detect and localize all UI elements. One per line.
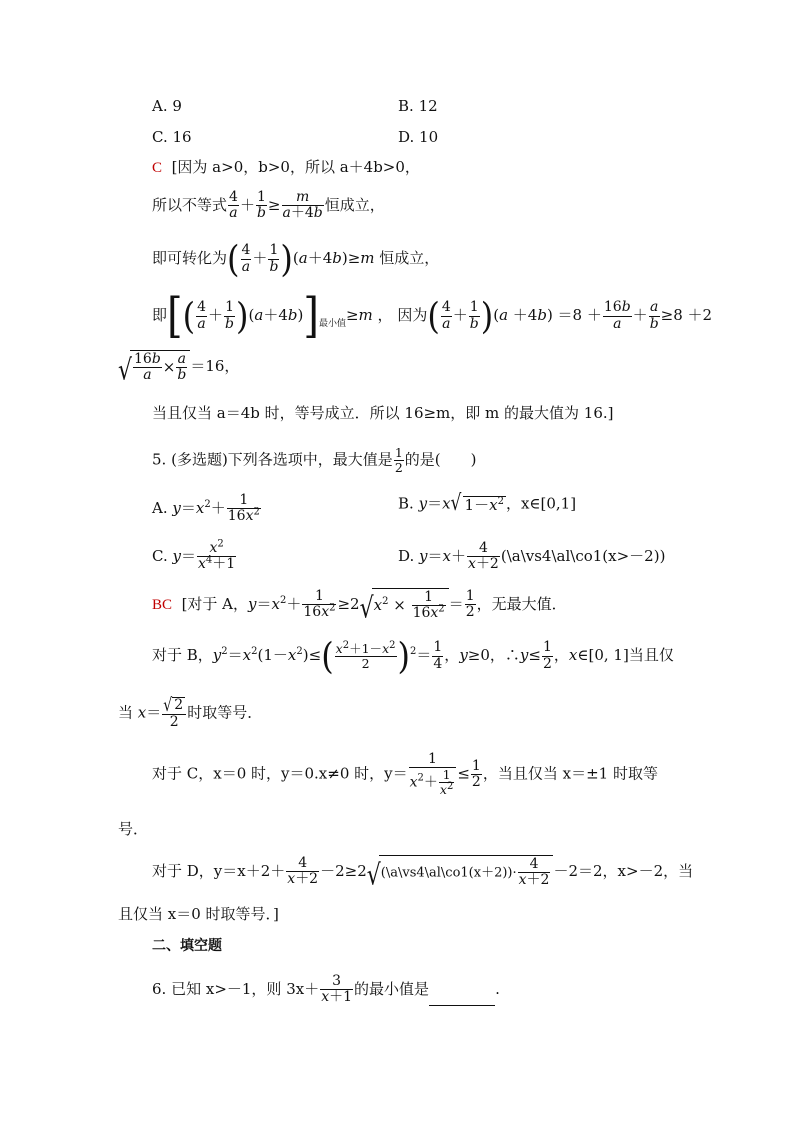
q5-solution-b: 对于 B，$y^2=x^2(1-x^2)\le$( $\frac{x^2+1-x^2}{2}$ )$^2$＝ $\frac{1}{4}$ ，y≥0，∴y≤ $\frac{1}{2}$ ，x∈[0, 1]当且仅 — [152, 634, 674, 678]
q5-answer: BC — [152, 596, 173, 613]
q5-option-a: A. $y=x^2+$ $\frac{1}{16x^2}$ — [152, 492, 260, 525]
q4-solution-final: 当且仅当 a＝4b 时，等号成立．所以 16≥m，即 m 的最大值为 16.] — [152, 404, 614, 422]
q4-option-c: C. 16 — [152, 128, 192, 146]
q5-option-b: B. y＝x √ $1-x^2$ ，x∈[0,1] — [398, 490, 577, 517]
q4-option-b: B. 12 — [398, 97, 438, 115]
q4-solution-line2: 所以不等式 $\frac{4}{a}$ ＋ $\frac{1}{b}$ ≥ $\frac{m}{a+4b}$ 恒成立， — [152, 189, 385, 222]
q5-option-d: D. y＝x＋ $\frac{4}{x+2}$ (\a\vs4\al\co1(x>－2)) — [398, 540, 666, 573]
q5-option-c: C. y＝ $\frac{x^2}{x^4+1}$ — [152, 538, 236, 573]
q4-option-d: D. 10 — [398, 128, 439, 146]
q5-solution-a: BC [对于 A，$y=x^2+$ $\frac{1}{16x^2}$ ≥2 √ $x^2$ × $\frac{1}{16x^2}$ ＝ $\frac{1}{2}$ ，无最大值． — [152, 588, 567, 626]
q4-option-a: A. 9 — [152, 97, 182, 115]
q4-solution-line4: 即[( $\frac{4}{a}$ ＋ $\frac{1}{b}$ )$(a+4b)]_{最小值}\ge m$ ， 因为( $\frac{4}{a}$ ＋ $\frac{1}{b}$ )(a ＋4b) ＝8 ＋ $\frac{16b}{a}$ ＋ $\frac{a}{b}$ ≥8 ＋2 — [152, 288, 713, 344]
q4-answer: C — [152, 160, 163, 176]
section-title: 二、填空题 — [152, 938, 222, 954]
q6-stem: 6. 已知 x>－1，则 3x＋ $\frac{3}{x+1}$ 的最小值是 . — [152, 973, 500, 1006]
q4-solution-line3: 即可转化为( $\frac{4}{a}$ ＋ $\frac{1}{b}$ )(a＋4b)≥m 恒成立， — [152, 237, 440, 281]
q5-solution-c: 对于 C，x＝0 时，y＝0.x≠0 时，y＝ 1 $x^2+$ $\frac{1}{x^2}$ ≤ $\frac{1}{2}$ ，当且仅当 x＝±1 时取等 — [152, 751, 658, 798]
q5-stem: 5. (多选题)下列各选项中，最大值是 $\frac{1}{2}$ 的是( ) — [152, 445, 477, 475]
q4-solution-line5: √ $\frac{16b}{a}$ × $\frac{a}{b}$ ＝16， — [118, 351, 240, 388]
q5-solution-c-line2: 号． — [118, 820, 149, 838]
q5-solution-b-line2: 当 x＝ √ 2 2 时取等号． — [118, 695, 263, 730]
q5-solution-d-line2: 且仅当 x＝0 时取等号．] — [118, 905, 279, 923]
q6-answer-blank[interactable] — [429, 991, 495, 1006]
q5-solution-d: 对于 D，y＝x＋2＋ $\frac{4}{x+2}$ －2≥2 √ (\a\vs4\al\co1(x＋2))· $\frac{4}{x+2}$ －2＝2，x>－2，当 — [152, 855, 694, 893]
q4-solution-intro: C [因为 a>0，b>0，所以 a＋4b>0， — [152, 158, 420, 176]
